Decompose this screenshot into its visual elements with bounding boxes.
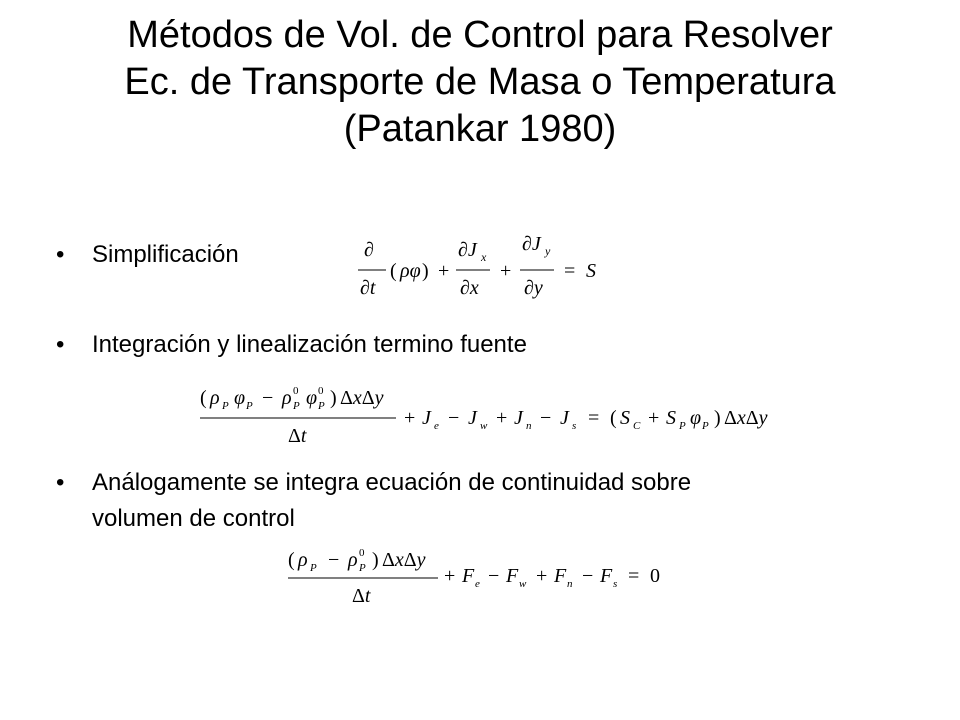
svg-text:=: = (628, 565, 640, 587)
svg-text:+: + (438, 260, 450, 282)
svg-text:w: w (519, 578, 527, 590)
svg-text:(: ( (390, 260, 397, 282)
svg-text:−: − (328, 549, 340, 571)
svg-text:): ) (372, 549, 379, 571)
svg-text:=: = (588, 407, 600, 429)
svg-text:Δt: Δt (352, 585, 371, 607)
svg-text:ρ: ρ (348, 549, 358, 571)
svg-text:): ) (330, 387, 337, 409)
svg-text:): ) (422, 260, 429, 282)
svg-text:ρ: ρ (282, 387, 292, 409)
svg-text:0: 0 (359, 547, 365, 559)
equation-discretized-transport (196, 378, 816, 455)
svg-text:P: P (318, 400, 325, 412)
svg-text:J: J (422, 407, 431, 429)
svg-text:J: J (560, 407, 569, 429)
partial-symbol: ∂ (364, 239, 374, 261)
equation-continuity (284, 538, 704, 615)
svg-text:φ: φ (690, 407, 702, 429)
svg-text:n: n (567, 578, 573, 590)
svg-text:φ: φ (234, 387, 246, 409)
svg-text:0: 0 (650, 565, 660, 587)
svg-text:+: + (404, 407, 416, 429)
svg-text:−: − (448, 407, 460, 429)
svg-text:+: + (500, 260, 512, 282)
svg-text:P: P (293, 400, 300, 412)
svg-text:F: F (554, 565, 567, 587)
bullet-text: Integración y linealización termino fuente (92, 331, 527, 358)
svg-text:−: − (582, 565, 594, 587)
svg-text:ρ: ρ (210, 387, 220, 409)
bullet-marker: • (56, 469, 65, 496)
title-line-3: (Patankar 1980) (343, 108, 617, 150)
bullet-text-line-2: volumen de control (92, 505, 295, 532)
svg-text:s: s (572, 420, 577, 432)
bullet-text-line-1: Análogamente se integra ecuación de continuidad sobre (92, 469, 692, 496)
slide-title (0, 12, 960, 153)
svg-text:Δt: Δt (288, 425, 307, 447)
bullet-text: Simplificación (92, 241, 239, 268)
svg-text:=: = (564, 260, 576, 282)
svg-text:ΔxΔy: ΔxΔy (382, 549, 426, 571)
equation-2-svg (196, 378, 816, 450)
svg-text:w: w (480, 420, 488, 432)
svg-text:+: + (648, 407, 660, 429)
svg-text:C: C (633, 420, 641, 432)
svg-text:ΔxΔy: ΔxΔy (340, 387, 384, 409)
svg-text:∂J: ∂J (522, 233, 541, 255)
equation-1-svg (350, 228, 610, 308)
svg-text:y: y (545, 244, 551, 258)
svg-text:e: e (475, 578, 480, 590)
svg-text:0: 0 (318, 385, 324, 397)
svg-text:∂x: ∂x (460, 277, 479, 299)
svg-text:ΔxΔy: ΔxΔy (724, 407, 768, 429)
bullet-marker: • (56, 331, 65, 358)
svg-text:F: F (506, 565, 519, 587)
svg-text:e: e (434, 420, 439, 432)
svg-text:+: + (444, 565, 456, 587)
svg-text:x: x (481, 250, 487, 264)
svg-text:S: S (666, 407, 676, 429)
svg-text:(: ( (610, 407, 617, 429)
svg-text:+: + (536, 565, 548, 587)
svg-text:−: − (262, 387, 274, 409)
svg-text:S: S (620, 407, 630, 429)
svg-text:φ: φ (306, 387, 318, 409)
svg-text:∂J: ∂J (458, 239, 477, 261)
svg-text:P: P (702, 420, 709, 432)
svg-text:P: P (359, 562, 366, 574)
svg-text:): ) (714, 407, 721, 429)
svg-text:0: 0 (293, 385, 299, 397)
svg-text:P: P (222, 400, 229, 412)
svg-text:P: P (679, 420, 686, 432)
svg-text:P: P (310, 562, 317, 574)
svg-text:+: + (496, 407, 508, 429)
svg-text:∂y: ∂y (524, 277, 543, 299)
svg-text:J: J (468, 407, 477, 429)
svg-text:F: F (600, 565, 613, 587)
svg-text:ρφ: ρφ (400, 260, 421, 282)
svg-text:S: S (586, 260, 596, 282)
svg-text:s: s (613, 578, 618, 590)
svg-text:∂t: ∂t (360, 277, 376, 299)
svg-text:(: ( (200, 387, 207, 409)
title-line-1: Métodos de Vol. de Control para Resolver (127, 14, 833, 56)
svg-text:(: ( (288, 549, 295, 571)
svg-text:−: − (488, 565, 500, 587)
svg-text:ρ: ρ (298, 549, 308, 571)
equation-simplified-transport (350, 228, 610, 313)
title-line-2: Ec. de Transporte de Masa o Temperatura (124, 61, 836, 103)
svg-text:−: − (540, 407, 552, 429)
svg-text:J: J (514, 407, 523, 429)
svg-text:F: F (462, 565, 475, 587)
svg-text:P: P (246, 400, 253, 412)
bullet-marker: • (56, 241, 65, 268)
equation-3-svg (284, 538, 704, 610)
svg-text:n: n (526, 420, 532, 432)
